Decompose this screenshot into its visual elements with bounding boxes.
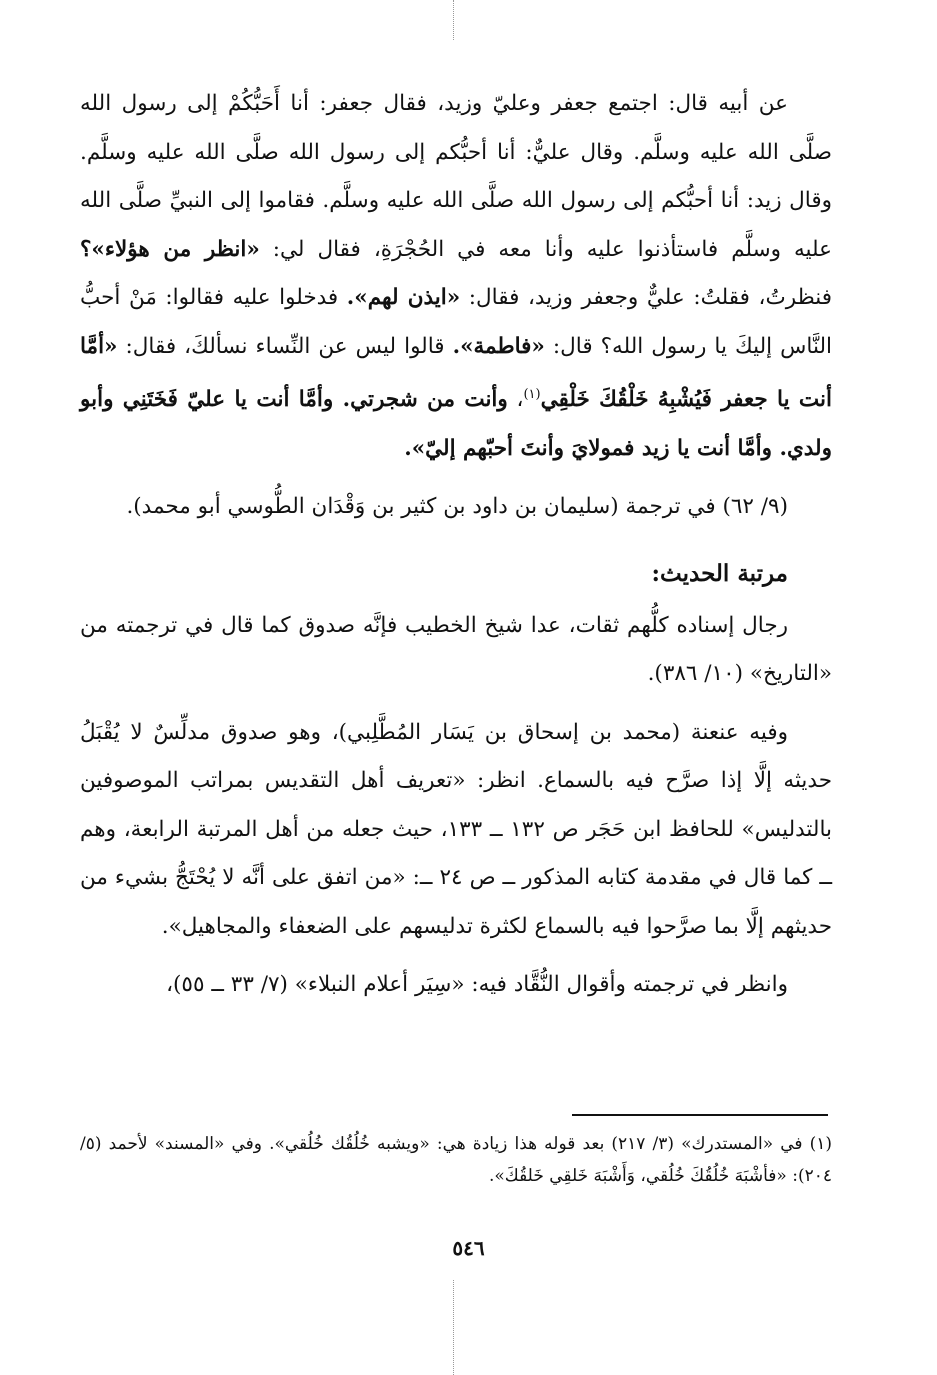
quote-segment: «أمَّا أنت يا جعفر فَيُشْبِهُ خَلْقُكَ خَلْقِي xyxy=(80,333,832,413)
crop-mark-top xyxy=(453,0,454,40)
quote-segment: «فاطمة». xyxy=(452,333,545,359)
page-body xyxy=(80,80,832,1010)
text-segment: ، xyxy=(507,387,524,413)
text-segment: فدخلوا عليه فقالوا: مَنْ أحبُّ النَّاس إليكَ يا رسول الله؟ قال: xyxy=(80,285,832,359)
text-segment: فنظرتُ، فقلتُ: عليٌّ وجعفر وزيد، فقال: xyxy=(460,285,832,310)
see-also-paragraph: وانظر في ترجمته وأقوال النُّقَّاد فيه: «سِيَر أعلام النبلاء» (٧/ ٣٣ ــ ٥٥)، xyxy=(166,972,788,998)
grading-paragraph: رجال إسناده كلُّهم ثقات، عدا شيخ الخطيب فإنَّه صدوق كما قال في ترجمته من «التاريخ» (١٠/ ٣٨٦). xyxy=(80,612,832,687)
hadith-paragraph xyxy=(80,80,832,473)
footnote-marker: (١) xyxy=(523,387,541,402)
quote-segment: وأنت من شجرتي. وأمَّا أنت يا عليّ فَخَتَنِي وأبو ولدي. وأمَّا أنت يا زيد فمولايَ وأنتَ أحبّهم إليّ». xyxy=(80,387,832,461)
narrator-paragraph: وفيه عنعنة (محمد بن إسحاق بن يَسَار المُطَّلِبي)، وهو صدوق مدلِّسٌ لا يُقْبَلُ حديثه إلَّا إذا صرَّح فيه بالسماع. انظر: «تعريف أهل التقديس بمراتب الموصوفين بالتدليس» للحافظ ابن حَجَر ص ١٣٢ ــ ١٣٣، حيث جعله من أهل المرتبة الرابعة، وهم ــ كما قال في مقدمة كتابه المذكور ــ ص ٢٤ ــ: «من اتفق على أنَّه لا يُحْتَجُّ بشيء من حديثهم إلَّا بما صرَّحوا فيه بالسماع لكثرة تدليسهم على الضعفاء والمجاهيل». xyxy=(80,719,832,939)
crop-mark-bottom xyxy=(453,1280,454,1375)
quote-segment: «ايذن لهم». xyxy=(346,285,461,310)
section-heading: مرتبة الحديث: xyxy=(651,559,788,587)
reference-paragraph: (٩/ ٦٢) في ترجمة (سليمان بن داود بن كثير بن وَقْدَان الطُّوسي أبو محمد). xyxy=(126,494,788,520)
page-number: ٥٤٦ xyxy=(452,1236,485,1260)
quote-segment: «انظر من هؤلاء»؟ xyxy=(80,236,260,262)
text-segment: عن أبيه قال: اجتمع جعفر وعليّ وزيد، فقال جعفر: أنا أَحَبُّكُمْ إلى رسول الله صلَّى الله عليه وسلَّم. وقال عليٌّ: أنا أحبُّكم إلى رسول الله صلَّى الله عليه وسلَّم. وقال زيد: أنا أحبُّكم إلى رسول الله صلَّى الله عليه وسلَّم. فقاموا إلى النبيِّ صلَّى الله عليه وسلَّم فاستأذنوا عليه وأنا معه في الحُجْرَةِ، فقال لي: xyxy=(80,91,832,262)
footnote-divider xyxy=(572,1114,828,1116)
text-segment: قالوا ليس عن النِّساء نسألكَ، فقال: xyxy=(117,333,453,359)
footnote: (١) في «المستدرك» (٣/ ٢١٧) بعد قوله هذا زيادة هي: «ويشبه خُلُقُك خُلُقي». وفي «المسند» لأحمد (٥/ ٢٠٤): «فأشْبَهَ خُلُقُكَ خُلُقي، وَأَشْبَهَ خَلقِي خَلقُكَ». xyxy=(80,1134,832,1186)
